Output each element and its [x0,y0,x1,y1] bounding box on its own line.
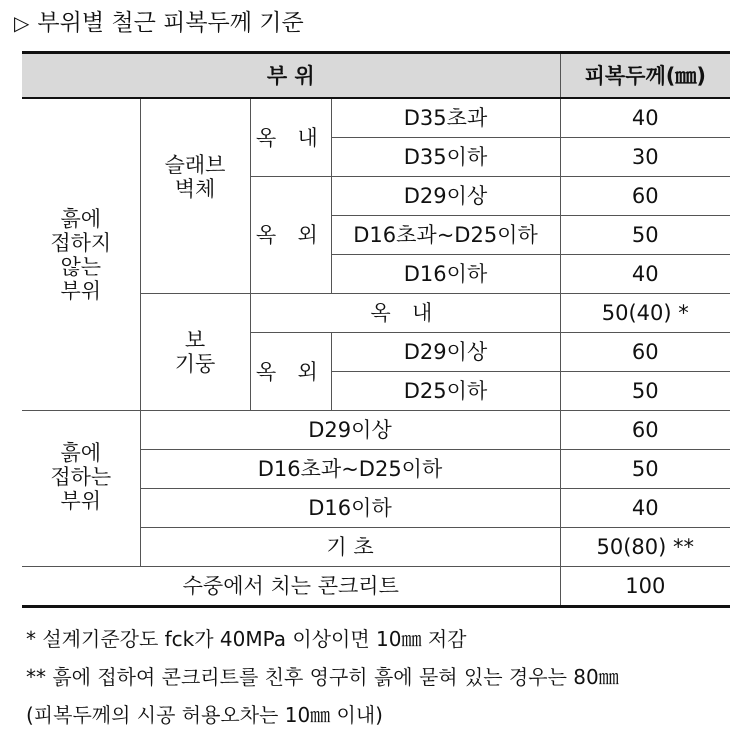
cover-value-cell: 50(80) ** [560,528,730,567]
bar-size-cell: D35초과 [331,98,560,138]
group-beam-column: 보 기둥 [140,294,250,411]
bar-size-cell: D16이하 [331,255,560,294]
footnote-1: * 설계기준강도 fck가 40MPa 이상이면 10㎜ 저감 [26,627,467,651]
bar-size-cell: D29이상 [331,177,560,216]
bar-size-cell: D16초과~D25이하 [140,450,560,489]
cover-value-cell: 40 [560,255,730,294]
bar-size-cell: D29이상 [331,333,560,372]
footnote-2: ** 흙에 접하여 콘크리트를 친후 영구히 흙에 묻혀 있는 경우는 80㎜ [26,665,619,689]
cover-value-cell: 40 [560,98,730,138]
cover-value-cell: 30 [560,138,730,177]
bar-size-cell: D35이하 [331,138,560,177]
footnotes [26,620,619,734]
bar-size-cell: D25이하 [331,372,560,411]
header-part: 부 위 [22,53,560,99]
table-header-row [22,53,730,99]
slab-indoor-label: 옥 내 [250,98,331,177]
triangle-marker-icon: ▷ [14,11,30,35]
slab-outdoor-label: 옥 외 [250,177,331,294]
group-not-contact-soil: 흙에 접하지 않는 부위 [22,98,140,411]
cover-thickness-table [22,51,730,608]
cover-value-cell: 60 [560,177,730,216]
bar-size-cell: D16초과~D25이하 [331,216,560,255]
underwater-concrete-label: 수중에서 치는 콘크리트 [22,567,560,607]
page-title [14,6,304,40]
group-contact-soil: 흙에 접하는 부위 [22,411,140,567]
cover-value-cell: 50 [560,216,730,255]
bar-size-cell: D29이상 [140,411,560,450]
header-cover-thickness: 피복두께(㎜) [560,53,730,99]
cover-value-cell: 50 [560,372,730,411]
cover-value-cell: 50 [560,450,730,489]
cover-value-cell: 40 [560,489,730,528]
foundation-label: 기 초 [140,528,560,567]
table-row [22,411,730,450]
cover-value-cell: 50(40) * [560,294,730,333]
beam-indoor-label: 옥 내 [250,294,560,333]
table-row [22,567,730,607]
group-slab-wall: 슬래브 벽체 [140,98,250,294]
cover-value-cell: 100 [560,567,730,607]
bar-size-cell: D16이하 [140,489,560,528]
footnote-3: (피복두께의 시공 허용오차는 10㎜ 이내) [26,703,383,727]
cover-value-cell: 60 [560,333,730,372]
table-row [22,98,730,138]
cover-value-cell: 60 [560,411,730,450]
title-text: 부위별 철근 피복두께 기준 [37,10,304,36]
beam-outdoor-label: 옥 외 [250,333,331,411]
